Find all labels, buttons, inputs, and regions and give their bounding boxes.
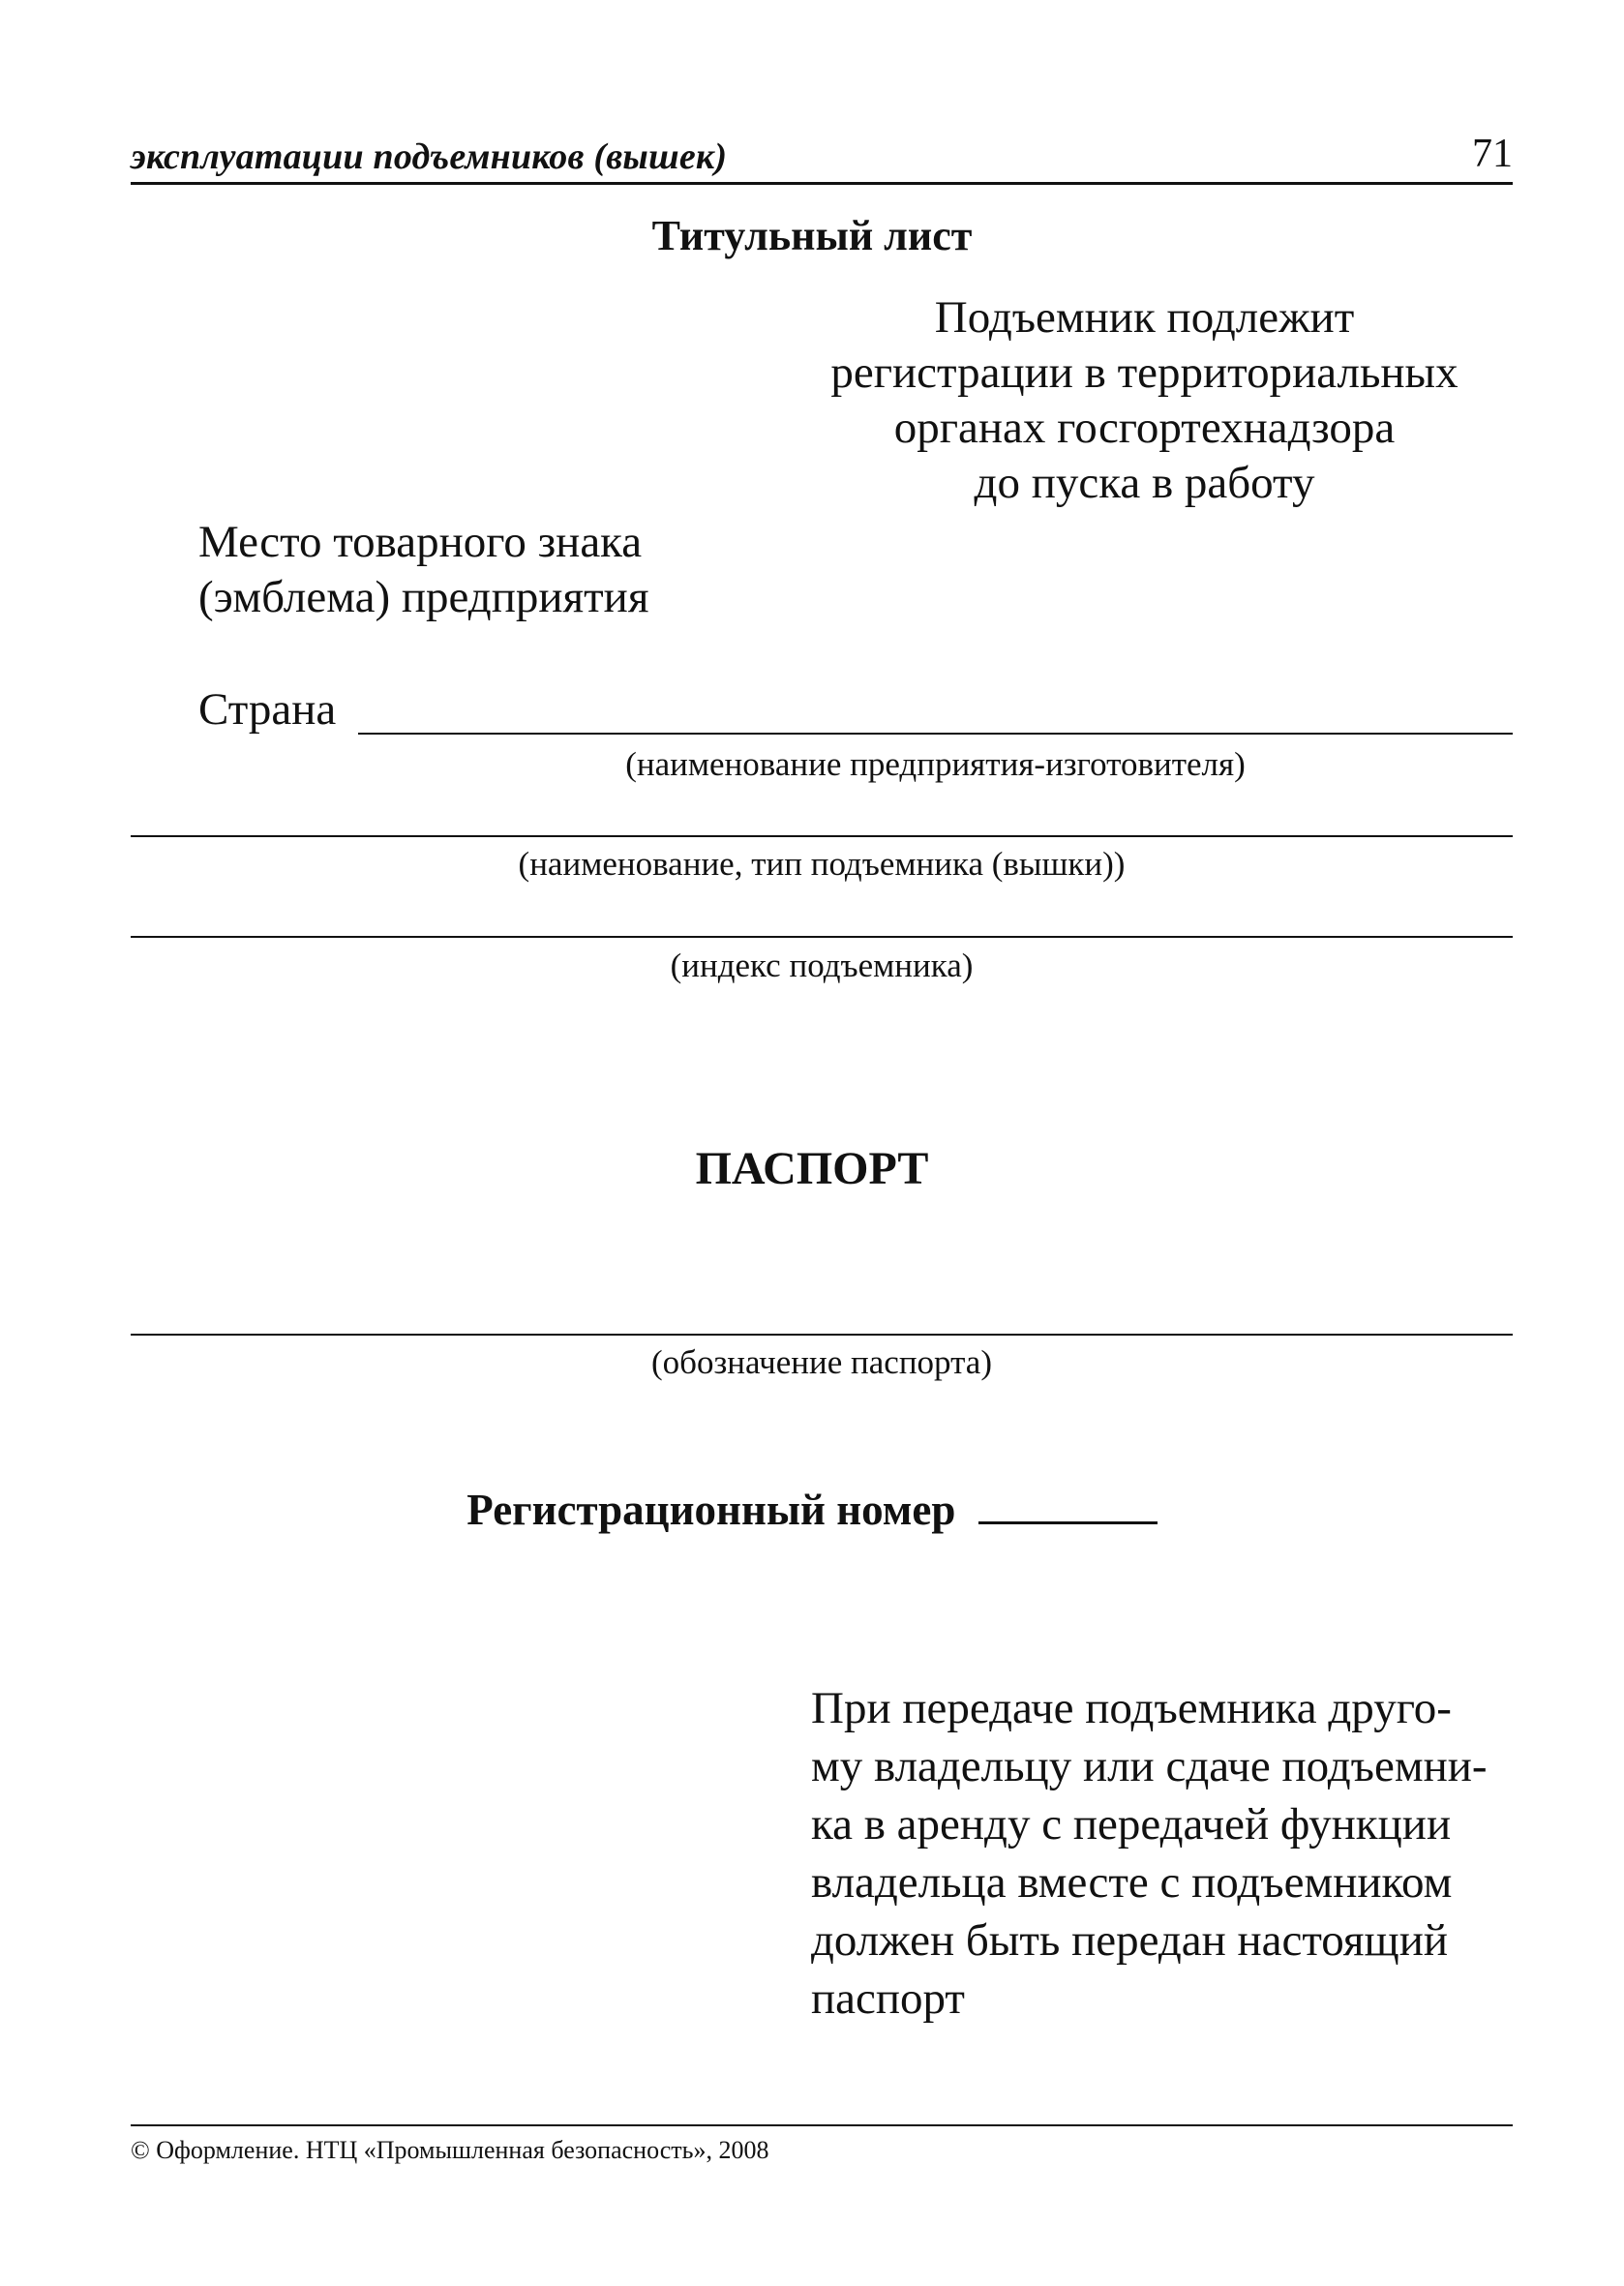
trademark-placeholder	[198, 515, 648, 625]
transfer-line: паспорт	[811, 1973, 965, 2024]
lift-index-caption: (индекс подъемника)	[670, 947, 974, 984]
footer-copyright: © Оформление. НТЦ «Промышленная безопасность», 2008	[131, 2136, 769, 2164]
country-label: Страна	[198, 684, 337, 735]
country-fill-line[interactable]	[358, 733, 1513, 735]
registration-number-label: Регистрационный номер	[466, 1486, 956, 1534]
transfer-line: му владельцу или сдаче подъемни-	[811, 1741, 1488, 1791]
manufacturer-caption: (наименование предприятия-изготовителя)	[625, 745, 1246, 783]
registration-number-field[interactable]	[978, 1483, 1158, 1524]
passport-designation-caption: (обозначение паспорта)	[650, 1343, 993, 1381]
lift-name-caption: (наименование, тип подъемника (вышки))	[518, 845, 1126, 883]
footer-rule	[131, 2124, 1513, 2126]
registration-notice	[774, 290, 1515, 511]
trademark-line: (эмблема) предприятия	[198, 572, 649, 622]
running-title: эксплуатации подъемников (вышек)	[131, 136, 728, 177]
lift-name-fill-line[interactable]	[131, 835, 1513, 837]
notice-line: до пуска в работу	[974, 458, 1315, 508]
transfer-line: При передаче подъемника друго-	[811, 1683, 1452, 1733]
transfer-note	[811, 1679, 1518, 2028]
page-number: 71	[1472, 132, 1513, 176]
notice-line: регистрации в территориальных	[830, 347, 1459, 398]
transfer-line: должен быть передан настоящий	[811, 1915, 1449, 1966]
header-rule	[131, 182, 1513, 185]
lift-index-fill-line[interactable]	[131, 936, 1513, 938]
transfer-line: ка в аренду с передачей функции	[811, 1799, 1452, 1850]
passport-heading: ПАСПОРТ	[695, 1143, 929, 1194]
trademark-line: Место товарного знака	[198, 517, 643, 567]
notice-line: органах госгортехнадзора	[893, 403, 1396, 453]
notice-line: Подъемник подлежит	[934, 292, 1355, 343]
page-title: Титульный лист	[651, 212, 973, 259]
transfer-line: владельца вместе с подъемником	[811, 1857, 1453, 1908]
registration-number-row	[0, 1483, 1624, 1535]
passport-designation-fill-line[interactable]	[131, 1334, 1513, 1336]
